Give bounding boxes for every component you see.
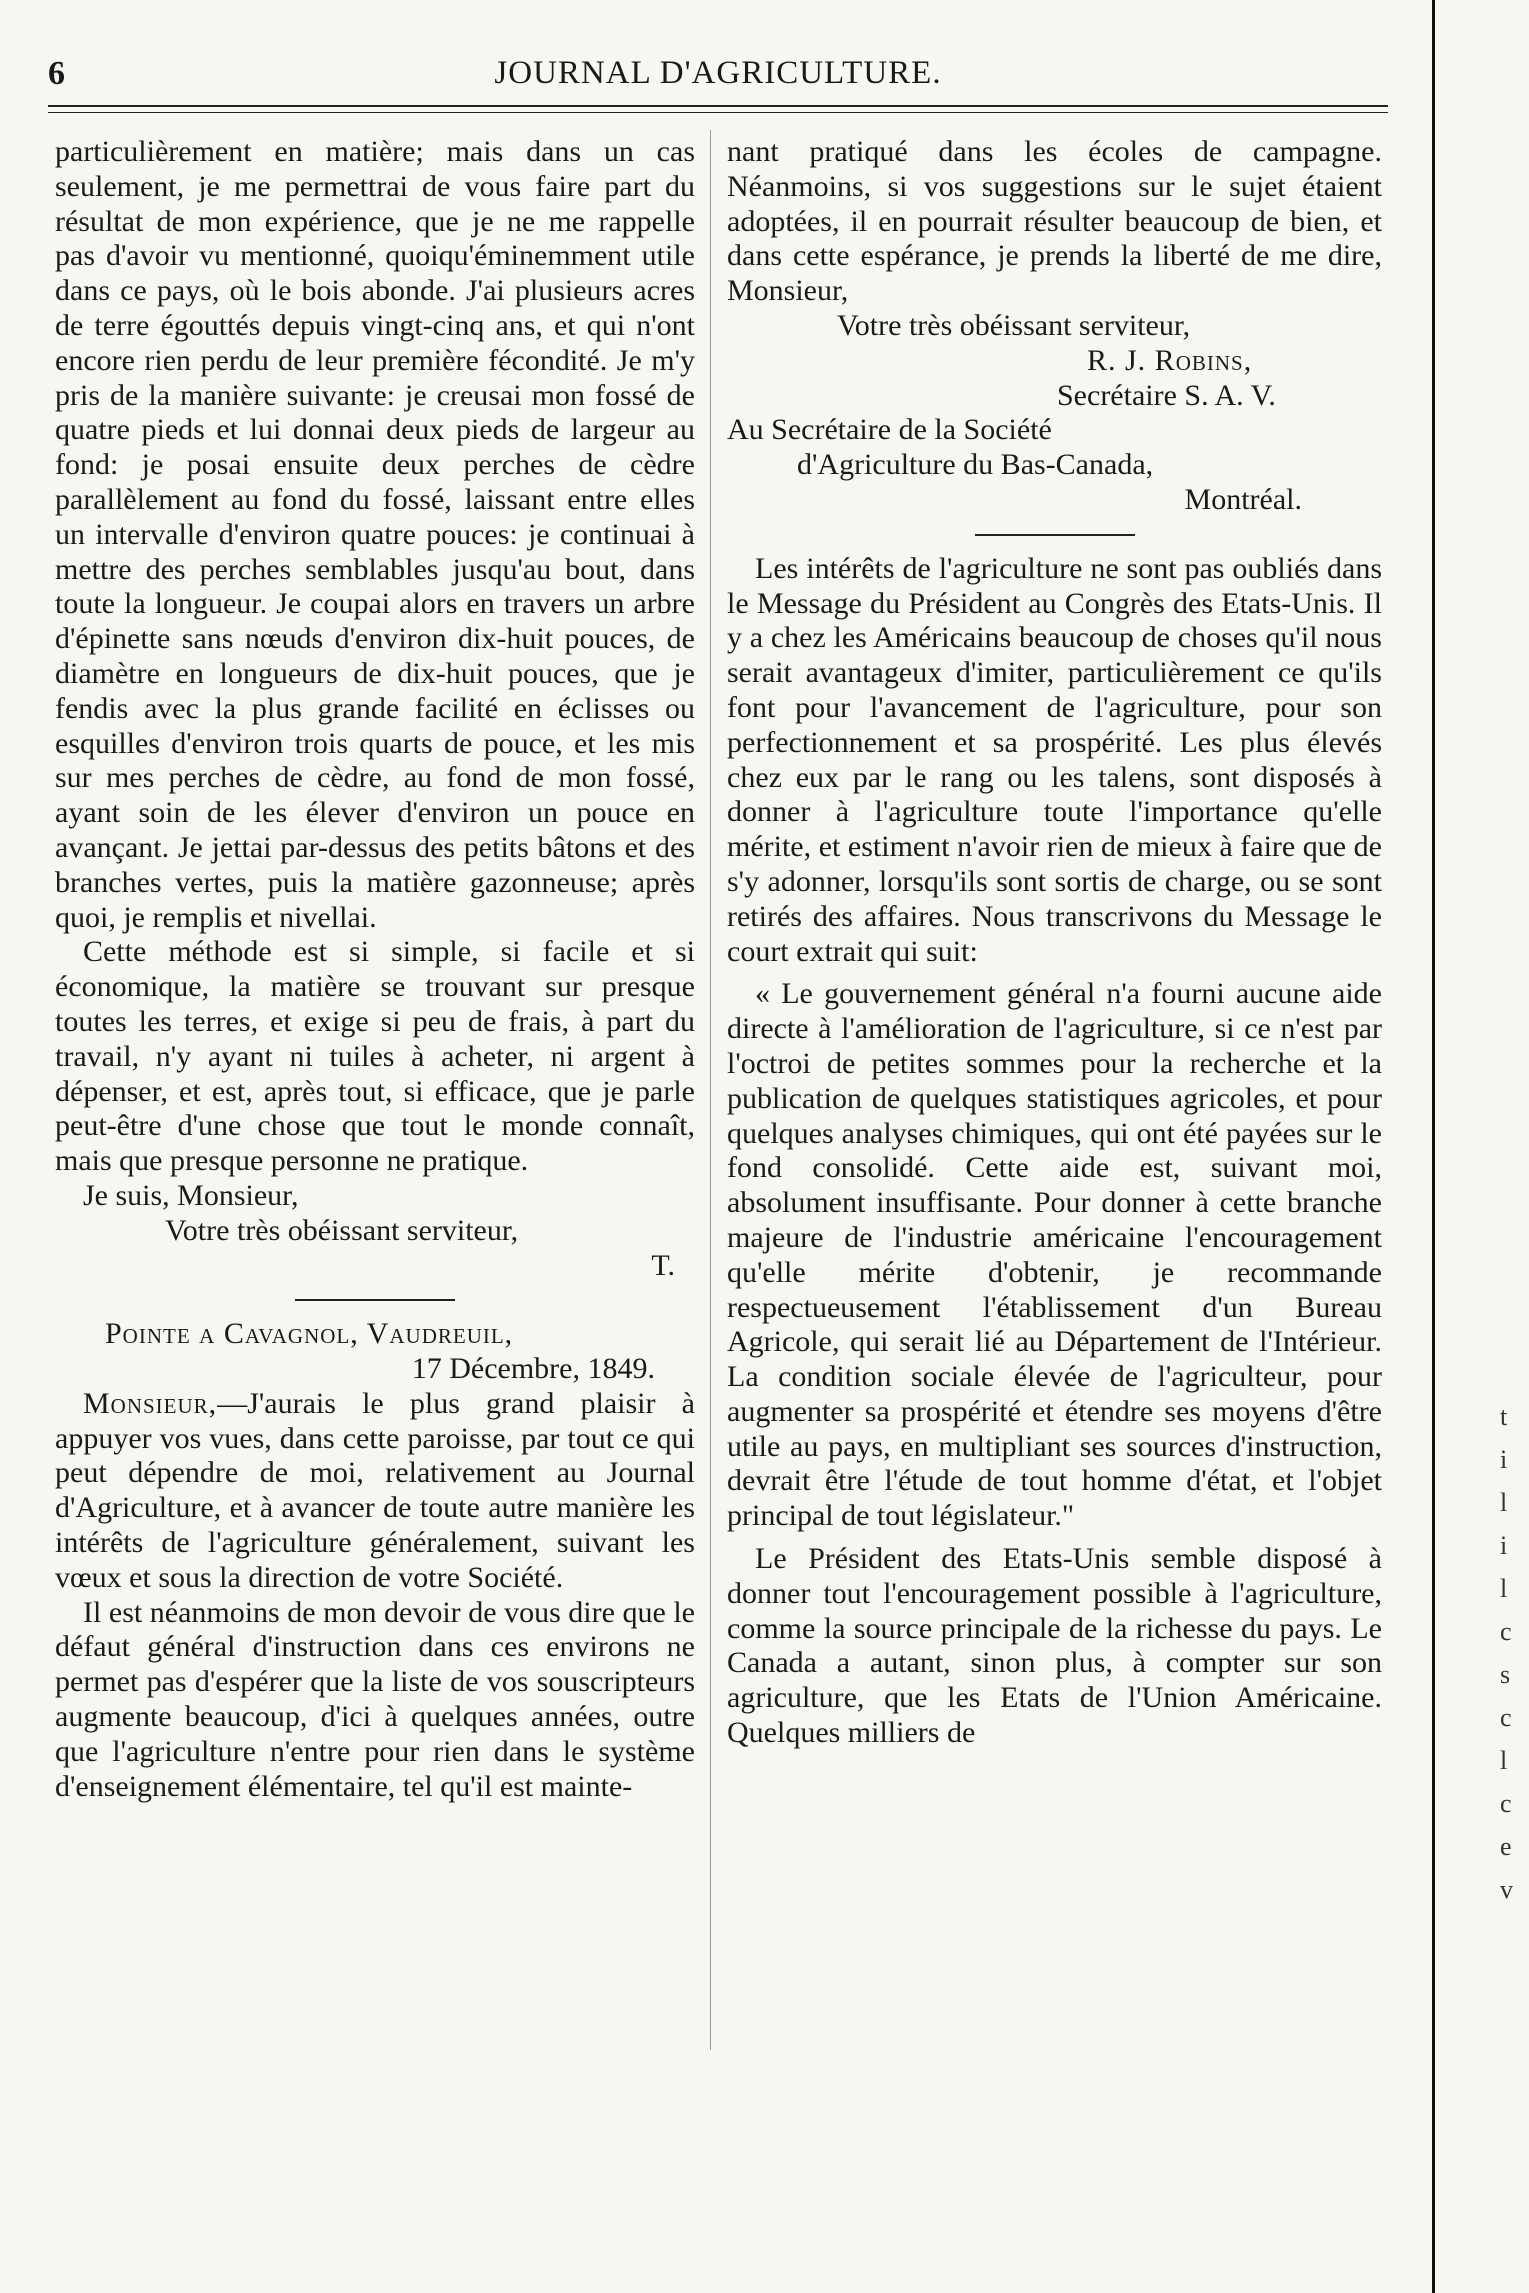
letter-robins-paragraph-1: —J'aurais le plus grand plaisir à appuyer vos vues, dans cette paroisse, par tout ce qui peut dépendre de moi, relativement au Journal d'Agriculture, et à avancer de toute autre manière les intérêts de l'agriculture généralement, suivant les vœux et sous la direction de votre Société. <box>55 1386 695 1594</box>
letter-t-body: particulièrement en matière; mais dans un cas seulement, je me permettrai de vous faire part du résultat de mon expérience, que je ne me rappelle pas d'avoir vu mentionné, quoiqu'éminemment utile dans ce pays, où le bois abonde. J'ai plusieurs acres de terre égouttés depuis vingt-cinq ans, et qui n'ont encore rien perdu de leur première fécondité. Je m'y pris de la manière suivante: je creusai mon fossé de quatre pieds et lui donnai deux pieds de largeur au fond: je posai ensuite deux perches de cèdre parallèlement au fond du fossé, laissant entre elles un intervalle d'environ quatre pouces: je continuai à mettre des perches semblables jusqu'au bout, dans toute la longueur. Je coupai alors en travers un arbre d'épinette sans nœuds d'environ dix-huit pouces, de diamètre en longueurs de dix-huit pouces, que je fendis avec la plus grande facilité en éclisses ou esquilles d'environ trois quarts de pouce, et les mis sur mes perches de cèdre, au fond de mon fossé, ayant soin de les élever d'environ un pouce en avançant. Je jettai par-dessus des petits bâtons et des branches vertes, puis la matière gazonneuse; après quoi, je remplis et nivellai. <box>55 135 695 934</box>
letter-t-paragraph-2: Cette méthode est si simple, si facile et si économique, la matière se trouvant sur presque toutes les terres, et exige si peu de frais, à part du travail, n'y ayant ni tuiles à acheter, ni argent à dépenser, et est, après tout, si efficace, que je parle peut-être d'une chose que tout le monde connaît, mais que presque personne ne pratique. <box>55 935 695 1178</box>
journal-title: JOURNAL D'AGRICULTURE. <box>494 55 942 91</box>
address-line-3: Montréal. <box>1184 482 1302 516</box>
article-paragraph-1: Les intérêts de l'agriculture ne sont pas oubliés dans le Message du Président au Congrès des Etats-Unis. Il y a chez les Américains beaucoup de choses qu'il nous serait avantageux d'imiter, particulièrement ce qu'ils font pour l'avancement de l'agriculture, pour son perfectionnement et sa prospérité. Les plus élevés chez eux par le rang ou les talens, sont disposés à donner à l'agriculture toute l'importance qu'elle mérite, et estiment n'avoir rien de mieux à faire que de s'y adonner, lorsqu'ils sont sortis de charge, ou se sont retirés des affaires. Nous transcrivons du Message le court extrait qui suit: <box>727 551 1382 968</box>
left-column <box>55 135 695 1804</box>
adjacent-page-fragments: t i l i l c s c l c e v <box>1500 1402 1513 1904</box>
letter-place: Pointe a Cavagnol, Vaudreuil, <box>105 1317 514 1351</box>
letter-robins-title: Secrétaire S. A. V. <box>1057 378 1276 412</box>
letter-robins-closing: Votre très obéissant serviteur, <box>837 308 1191 342</box>
letter-t-closing: Je suis, Monsieur, <box>83 1178 299 1212</box>
column-divider <box>710 130 711 2050</box>
letter-robins-signature: R. J. Robins, <box>1087 343 1253 377</box>
address-line-1: Au Secrétaire de la Société <box>727 413 1052 447</box>
page-number: 6 <box>48 55 65 92</box>
letter-date: 17 Décembre, 1849. <box>411 1352 655 1386</box>
letter-robins-continued: nant pratiqué dans les écoles de campagne. Néanmoins, si vos suggestions sur le sujet étaient adoptées, il en pourrait résulter beaucoup de bien, et dans cette espérance, je prends la liberté de me dire, Monsieur, <box>727 135 1382 308</box>
page-edge-line <box>1432 0 1435 2293</box>
address-line-2: d'Agriculture du Bas-Canada, <box>797 448 1154 482</box>
message-quote: « Le gouvernement général n'a fourni aucune aide directe à l'amélioration de l'agriculture, si ce n'est par l'octroi de petites sommes pour la recherche et la publication de quelques statistiques agricoles, et pour quelques analyses chimiques, qui ont été payées sur le fond consolidé. Cette aide est, suivant moi, absolument insuffisante. Pour donner à cette branche majeure de l'industrie américaine l'encouragement qu'elle mérite d'obtenir, je recommande respectueusement l'établissement d'un Bureau Agricole, qui serait lié au Département de l'Intérieur. La condition sociale élevée de l'agriculteur, pour augmenter sa prospérité et étendre ses moyens d'être utile au pays, en multipliant ses sources d'instruction, devrait être l'étude de tout homme d'état, et l'objet principal de tout législateur." <box>727 977 1382 1533</box>
letter-t-closing-2: Votre très obéissant serviteur, <box>165 1213 519 1247</box>
section-separator <box>295 1299 455 1301</box>
right-column <box>727 135 1382 1751</box>
letter-robins-paragraph-2: Il est néanmoins de mon devoir de vous dire que le défaut général d'instruction dans ces environs ne permet pas d'espérer que la liste de vos souscripteurs augmente beaucoup, d'ici à quelques années, outre que l'agriculture n'entre pour rien dans le système d'enseignement élémentaire, tel qu'il est mainte- <box>55 1595 695 1803</box>
header-rule-thin <box>48 112 1388 113</box>
page-header <box>48 55 1388 105</box>
salutation: Monsieur, <box>83 1386 218 1420</box>
letter-t-signature: T. <box>651 1248 675 1282</box>
article-paragraph-2: Le Président des Etats-Unis semble disposé à donner tout l'encouragement possible à l'agriculture, comme la source principale de la richesse du pays. Le Canada a autant, sinon plus, à compter sur son agriculture, que les Etats de l'Union Américaine. Quelques milliers de <box>727 1542 1382 1750</box>
section-separator-right <box>975 534 1135 536</box>
header-rule <box>48 105 1388 107</box>
